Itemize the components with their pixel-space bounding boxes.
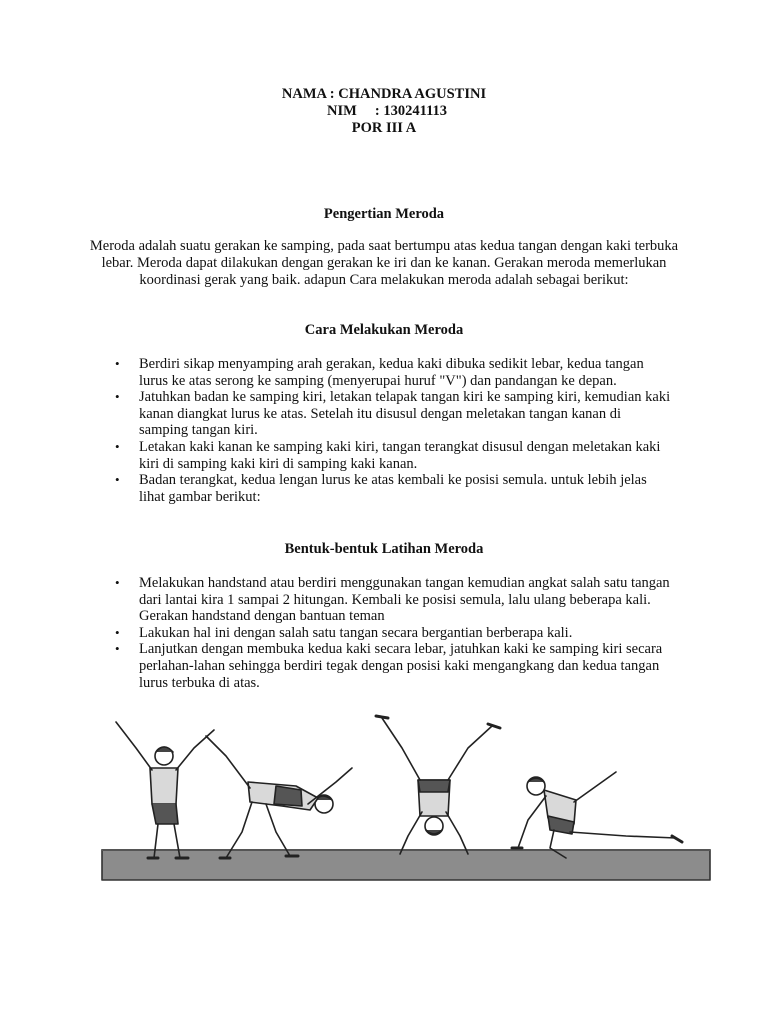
student-class: POR III A xyxy=(351,120,417,136)
student-name: NAMA : CHANDRA AGUSTINI xyxy=(281,86,487,102)
figure-bending-icon xyxy=(206,736,352,858)
heading-bentuk: Bentuk-bentuk Latihan Meroda xyxy=(284,541,484,557)
list-item: • Letakan kaki kanan ke samping kaki kiri, tangan terangkat disusul dengan meletakan kaki kiri di samping kaki kiri di samping kaki kanan. xyxy=(112,439,672,472)
exercises-list xyxy=(112,575,672,691)
list-item: • Jatuhkan badan ke samping kiri, letakan telapak tangan kiri ke samping kiri, kemudian kaki kanan diangkat lurus ke atas. Setelah itu disusul dengan meletakan tangan kanan di samping tangan kiri. xyxy=(112,389,672,439)
floor-mat xyxy=(102,850,710,880)
heading-cara: Cara Melakukan Meroda xyxy=(304,322,464,338)
student-nim: NIM : 130241113 xyxy=(326,103,448,119)
figure-standing-icon xyxy=(116,722,214,858)
student-header xyxy=(0,86,768,137)
heading-pengertian: Pengertian Meroda xyxy=(323,206,445,222)
list-item: • Berdiri sikap menyamping arah gerakan, kedua kaki dibuka sedikit lebar, kedua tangan lurus ke atas serong ke samping (menyerupai huruf "V") dan pandangan ke depan. xyxy=(112,356,672,389)
cartwheel-illustration xyxy=(96,708,716,888)
intro-paragraph: Meroda adalah suatu gerakan ke samping, pada saat bertumpu atas kedua tangan dengan kaki terbuka lebar. Meroda dapat dilakukan dengan gerakan ke iri dan ke kanan. Gerakan meroda memerlukan koordinasi gerak yang baik. adapun Cara melakukan meroda adalah sebagai berikut: xyxy=(89,238,679,288)
figure-handstand-icon xyxy=(376,716,500,854)
list-item: • Badan terangkat, kedua lengan lurus ke atas kembali ke posisi semula. untuk lebih jelas lihat gambar berikut: xyxy=(112,472,672,505)
list-item: • Lakukan hal ini dengan salah satu tangan secara bergantian berberapa kali. xyxy=(112,625,672,642)
list-item: • Melakukan handstand atau berdiri menggunakan tangan kemudian angkat salah satu tangan dari lantai kira 1 sampai 2 hitungan. Kembali ke posisi semula, lalu ulang beberapa kali. Gerakan handstand dengan bantuan teman xyxy=(112,575,672,625)
figure-landing-icon xyxy=(512,772,682,858)
steps-list xyxy=(112,356,672,505)
list-item: • Lanjutkan dengan membuka kedua kaki secara lebar, jatuhkan kaki ke samping kiri secara perlahan-lahan sehingga berdiri tegak dengan posisi kaki mengangkang dan kedua tangan lurus terbuka di atas. xyxy=(112,641,672,691)
